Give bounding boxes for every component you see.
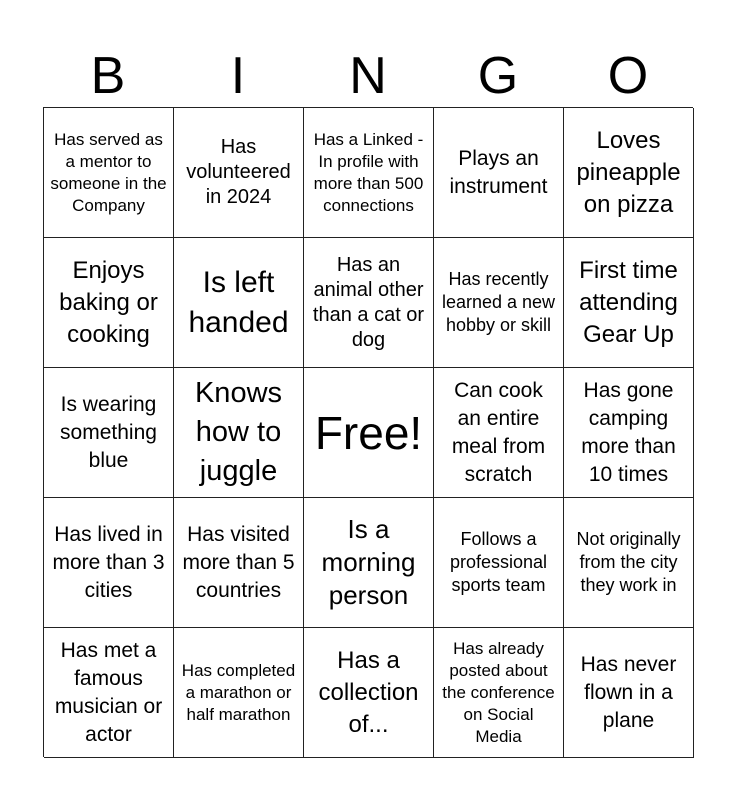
cell-text: Has served as a mentor to someone in the Company [50,129,167,215]
free-space[interactable] [304,368,434,498]
cell-text: Has never flown in a plane [580,652,677,732]
cell-text: First time attending Gear Up [579,256,678,348]
cell-text: Has lived in more than 3 cities [52,522,165,602]
header-letter-n: N [349,47,387,105]
bingo-cell[interactable] [44,108,174,238]
cell-text: Has completed a marathon or half marathon [181,660,296,724]
cell-text: Plays an instrument [449,146,548,198]
bingo-cell[interactable] [564,368,694,498]
bingo-cell[interactable] [174,108,304,238]
bingo-cell[interactable] [564,238,694,368]
cell-text: Has an animal other than a cat or dog [312,253,425,351]
bingo-cell[interactable] [564,108,694,238]
header-letter-g: G [477,47,519,105]
cell-text: Is left handed [188,265,289,339]
bingo-cell[interactable] [174,628,304,758]
bingo-cell[interactable] [174,498,304,628]
bingo-cell[interactable] [434,628,564,758]
bingo-cell[interactable] [174,238,304,368]
cell-text: Has met a famous musician or actor [54,638,163,746]
header-letter-i: I [230,47,246,105]
cell-text: Is wearing something blue [60,392,157,472]
bingo-cell[interactable] [44,368,174,498]
header-letter-b: B [90,47,126,105]
cell-text: Has already posted about the conference on Social Media [442,638,555,746]
bingo-cell[interactable] [304,498,434,628]
cell-text: Can cook an entire meal from scratch [451,378,546,486]
cell-text: Has a collection of... [318,646,419,738]
cell-text: Enjoys baking or cooking [59,256,158,348]
cell-text: Has a Linked -In profile with more than 500 connections [313,129,424,215]
cell-text: Has recently learned a new hobby or skill [441,269,556,335]
cell-text: Not originally from the city they work in [576,529,681,595]
cell-text: Has gone camping more than 10 times [581,378,676,486]
cell-text: Loves pineapple on pizza [576,126,681,218]
bingo-cell[interactable] [564,498,694,628]
bingo-cell[interactable] [434,498,564,628]
cell-text: Has visited more than 5 countries [182,522,295,602]
cell-text: Has volunteered in 2024 [186,136,291,208]
bingo-cell[interactable] [304,238,434,368]
bingo-cell[interactable] [304,628,434,758]
bingo-cell[interactable] [304,108,434,238]
bingo-cell[interactable] [434,238,564,368]
bingo-cell[interactable] [434,108,564,238]
bingo-cell[interactable] [44,628,174,758]
bingo-cell[interactable] [174,368,304,498]
bingo-cell[interactable] [564,628,694,758]
header-letter-o: O [607,47,649,105]
bingo-grid [43,107,693,757]
bingo-header [43,44,693,108]
bingo-cell[interactable] [44,498,174,628]
cell-text: Knows how to juggle [194,377,283,487]
cell-text: Follows a professional sports team [449,529,548,595]
cell-text: Free! [314,406,423,459]
bingo-cell[interactable] [44,238,174,368]
bingo-cell[interactable] [434,368,564,498]
cell-text: Is a morning person [321,514,416,610]
